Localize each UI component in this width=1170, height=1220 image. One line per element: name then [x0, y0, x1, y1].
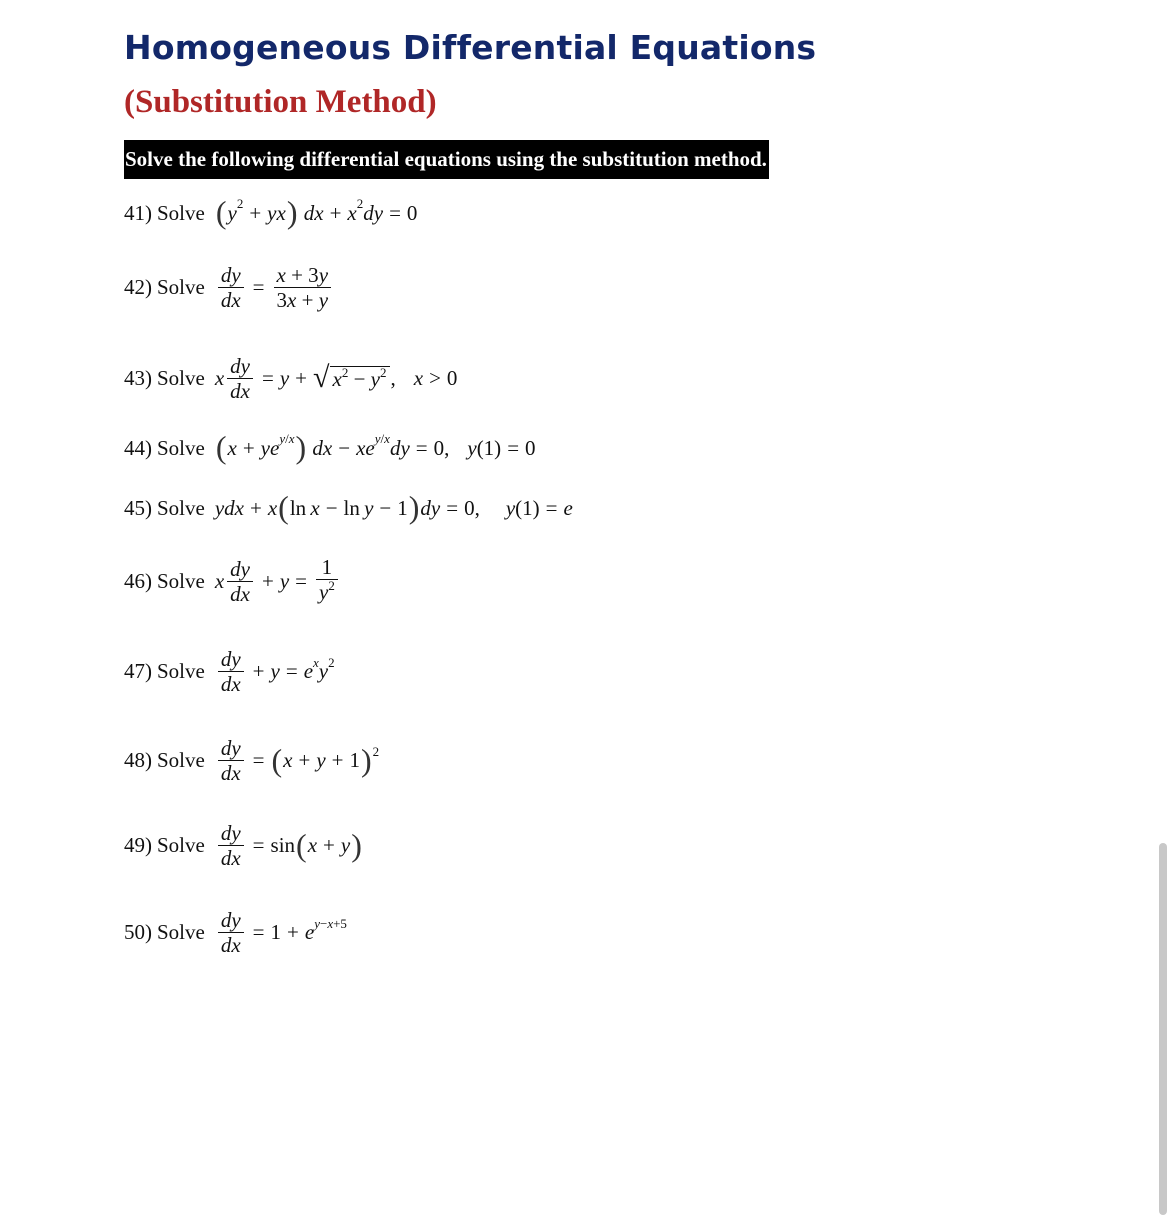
problem-50 — [124, 908, 347, 957]
problem-number: 46) — [124, 568, 152, 593]
solve-label: Solve — [157, 659, 205, 683]
problem-47 — [124, 647, 335, 696]
solve-label: Solve — [157, 495, 205, 520]
solve-label: Solve — [157, 366, 205, 390]
solve-label: Solve — [157, 275, 205, 299]
problem-49 — [124, 821, 363, 870]
problem-number: 42) — [124, 275, 152, 299]
problem-number: 47) — [124, 659, 152, 683]
solve-label: Solve — [157, 435, 205, 460]
document-page — [124, 26, 1124, 957]
equation: ( y $^2$ + yx ) dx + x $^2$ dy = 0 — [215, 194, 418, 230]
problem-45 — [124, 489, 573, 525]
page-subtitle: (Substitution Method) — [124, 84, 437, 120]
problem-number: 44) — [124, 435, 152, 460]
problem-48 — [124, 736, 379, 785]
equation: x $\frac{dy}{dx}$ + y = $\frac{1}{y^2}$ — [215, 555, 341, 607]
solve-label: Solve — [157, 748, 205, 772]
equation: x $\frac{dy}{dx}$ = y + √ $x^2 - y^2$ , x > 0 — [214, 354, 458, 403]
equation: $\frac{dy}{dx}$ = ( x + y + 1 ) $^2$ — [215, 736, 379, 785]
solve-label: Solve — [157, 833, 205, 857]
equation: $\frac{dy}{dx}$ = sin ( x + y ) — [215, 821, 363, 870]
solve-label: Solve — [157, 200, 205, 225]
equation: $\frac{dy}{dx}$ = $\frac{x + 3y}{3x + y}$ — [215, 263, 334, 312]
problem-number: 41) — [124, 200, 152, 225]
vertical-scrollbar[interactable] — [1159, 843, 1167, 1215]
problem-number: 49) — [124, 833, 152, 857]
problem-46 — [124, 555, 341, 607]
equation: $\frac{dy}{dx}$ + y = e $^x$ y $^2$ — [215, 647, 335, 696]
problem-41 — [124, 194, 418, 230]
problem-number: 50) — [124, 920, 152, 944]
instruction-banner: Solve the following differential equations using the substitution method. — [124, 140, 769, 179]
problem-44 — [124, 429, 536, 465]
problem-number: 48) — [124, 748, 152, 772]
problem-number: 45) — [124, 495, 152, 520]
solve-label: Solve — [157, 568, 205, 593]
equation: ydx + x ( ln x − ln y − 1 ) dy = 0, y (1) = e — [214, 489, 573, 525]
problem-42 — [124, 263, 334, 312]
problem-number: 43) — [124, 366, 152, 390]
page-title: Homogeneous Differential Equations — [124, 28, 817, 67]
solve-label: Solve — [157, 920, 205, 944]
equation: ( x + ye $^{y /x}$ ) dx − xe $^{y /x}$ dy = 0, y (1) = 0 — [215, 429, 536, 465]
equation: $\frac{dy}{dx}$ = 1 + e $^{y -x +5}$ — [215, 908, 347, 957]
problem-43 — [124, 354, 457, 403]
